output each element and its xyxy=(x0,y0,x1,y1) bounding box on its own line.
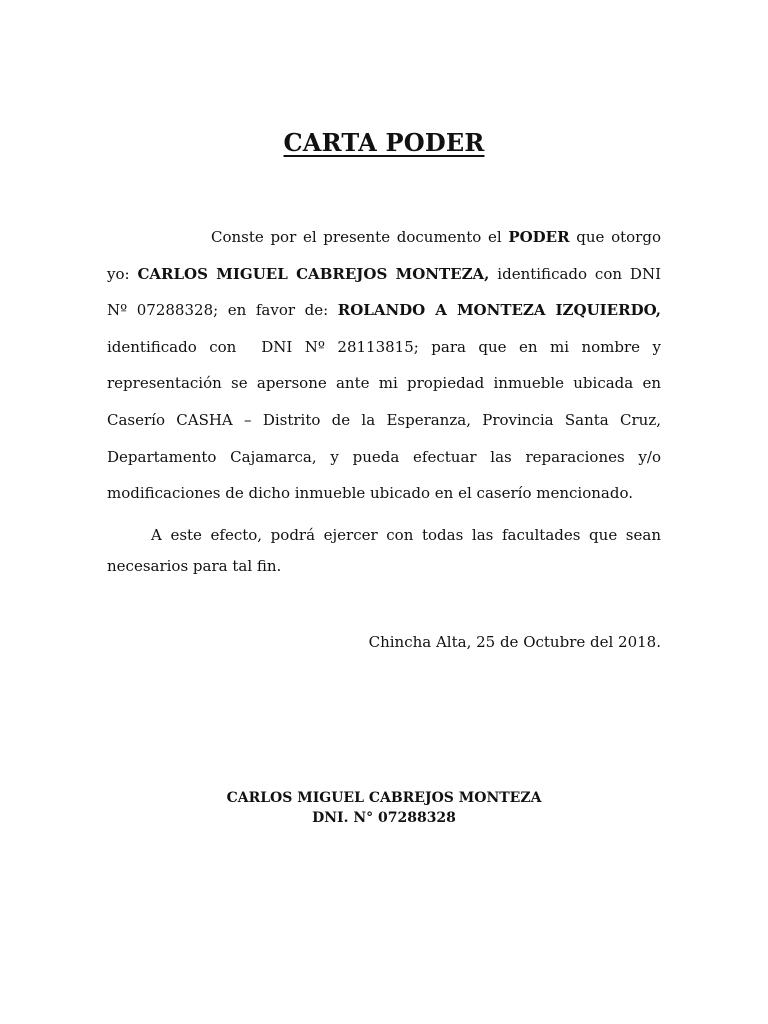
paragraph-faculties: A este efecto, podrá ejercer con todas las facultades que sean necesarios para tal fin. xyxy=(107,526,661,575)
paragraph-power-grant xyxy=(107,219,671,512)
grantee-name: ROLANDO A MONTEZA IZQUIERDO, xyxy=(337,301,661,320)
paragraph1-text-1: Conste por el presente documento el xyxy=(211,228,509,246)
grantor-name: CARLOS MIGUEL CABREJOS MONTEZA, xyxy=(137,264,490,283)
document-title: CARTA PODER xyxy=(283,128,485,157)
paragraph1-text-2: que otorgo yo: xyxy=(107,228,661,283)
paragraph1-text-4: identificado con DNI Nº 28113815; para que en mi nombre y representación se apersone ante mi propiedad inmueble ubicada en Caserío CASHA – Distrito de la Esperanza, Provincia Santa Cruz, Departamento Cajamarca, y pueda efectuar las reparaciones y/o modificaciones de dicho inmueble ubicado en el caserío mencionado. xyxy=(107,301,671,503)
power-keyword: PODER xyxy=(508,228,570,246)
signature-name: CARLOS MIGUEL CABREJOS MONTEZA xyxy=(226,790,542,806)
signature-dni: DNI. N° 07288328 xyxy=(312,810,456,826)
paragraph1-text-3: identificado con DNI Nº 07288328; en favor de: xyxy=(107,264,661,320)
date-line: Chincha Alta, 25 de Octubre del 2018. xyxy=(368,633,661,651)
